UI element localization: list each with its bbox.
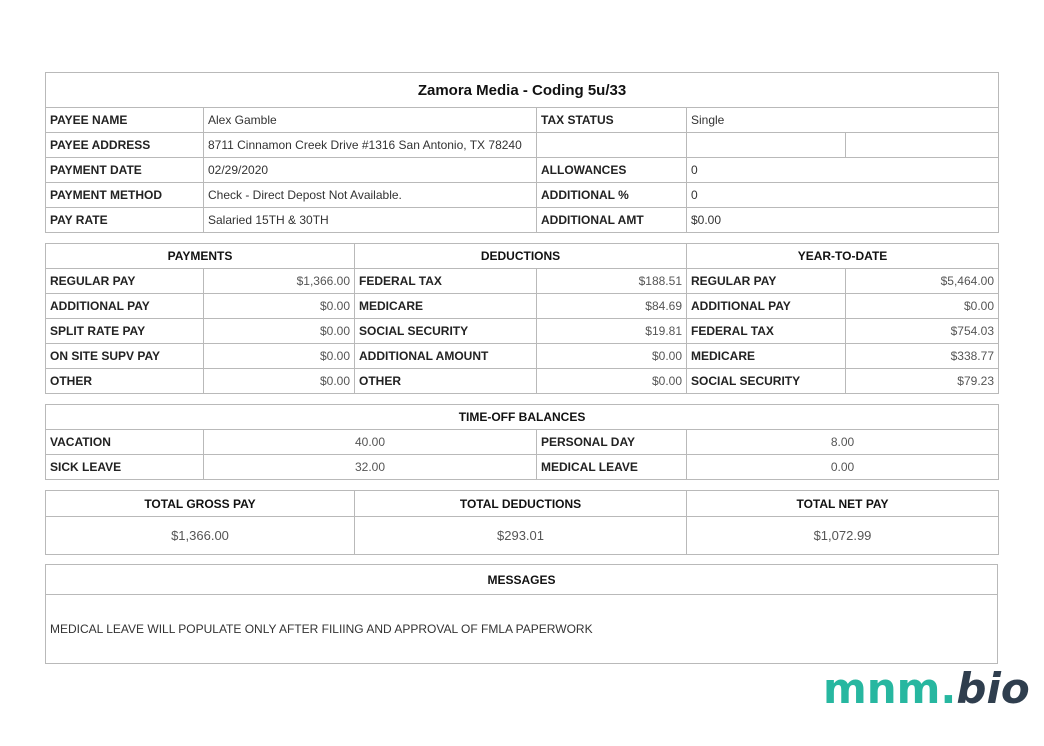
total-gross-label: TOTAL GROSS PAY xyxy=(46,491,355,517)
ytd-value: $338.77 xyxy=(846,344,999,369)
payee-name-label: PAYEE NAME xyxy=(46,108,204,133)
payment-method: Check - Direct Depost Not Available. xyxy=(204,183,537,208)
ytd-value: $79.23 xyxy=(846,369,999,394)
deduction-value: $188.51 xyxy=(537,269,687,294)
vacation-label: VACATION xyxy=(46,430,204,455)
deduction-label: MEDICARE xyxy=(355,294,537,319)
earnings-table xyxy=(45,243,999,394)
pay-rate-label: PAY RATE xyxy=(46,208,204,233)
payment-value: $0.00 xyxy=(204,369,355,394)
total-deductions-value: $293.01 xyxy=(355,517,687,555)
ytd-label: FEDERAL TAX xyxy=(687,319,846,344)
payment-value: $0.00 xyxy=(204,344,355,369)
payment-label: OTHER xyxy=(46,369,204,394)
additional-amt: $0.00 xyxy=(687,208,999,233)
ytd-value: $754.03 xyxy=(846,319,999,344)
total-net-value: $1,072.99 xyxy=(687,517,999,555)
deduction-value: $84.69 xyxy=(537,294,687,319)
brand-logo xyxy=(823,664,1030,713)
medical-leave-label: MEDICAL LEAVE xyxy=(537,455,687,480)
empty-cell xyxy=(687,133,846,158)
payment-method-label: PAYMENT METHOD xyxy=(46,183,204,208)
deduction-label: ADDITIONAL AMOUNT xyxy=(355,344,537,369)
ytd-label: REGULAR PAY xyxy=(687,269,846,294)
timeoff-table xyxy=(45,404,999,480)
total-deductions-label: TOTAL DEDUCTIONS xyxy=(355,491,687,517)
payment-value: $0.00 xyxy=(204,319,355,344)
empty-cell xyxy=(537,133,687,158)
payment-value: $1,366.00 xyxy=(204,269,355,294)
deduction-label: OTHER xyxy=(355,369,537,394)
tax-status-label: TAX STATUS xyxy=(537,108,687,133)
payment-value: $0.00 xyxy=(204,294,355,319)
deduction-value: $19.81 xyxy=(537,319,687,344)
deduction-label: FEDERAL TAX xyxy=(355,269,537,294)
payee-address: 8711 Cinnamon Creek Drive #1316 San Antonio, TX 78240 xyxy=(204,133,537,158)
payee-address-label: PAYEE ADDRESS xyxy=(46,133,204,158)
document-title: Zamora Media - Coding 5u/33 xyxy=(46,73,999,108)
sick-leave-value: 32.00 xyxy=(204,455,537,480)
additional-amt-label: ADDITIONAL AMT xyxy=(537,208,687,233)
empty-cell xyxy=(846,133,999,158)
ytd-header: YEAR-TO-DATE xyxy=(687,244,999,269)
total-gross-value: $1,366.00 xyxy=(46,517,355,555)
ytd-label: SOCIAL SECURITY xyxy=(687,369,846,394)
payment-label: ON SITE SUPV PAY xyxy=(46,344,204,369)
ytd-label: MEDICARE xyxy=(687,344,846,369)
table-row xyxy=(46,369,999,394)
payment-date-label: PAYMENT DATE xyxy=(46,158,204,183)
additional-pct-label: ADDITIONAL % xyxy=(537,183,687,208)
payee-info-table xyxy=(45,72,999,233)
ytd-value: $0.00 xyxy=(846,294,999,319)
messages-header: MESSAGES xyxy=(46,565,998,595)
vacation-value: 40.00 xyxy=(204,430,537,455)
additional-pct: 0 xyxy=(687,183,999,208)
table-row xyxy=(46,269,999,294)
allowances: 0 xyxy=(687,158,999,183)
table-row xyxy=(46,319,999,344)
deduction-value: $0.00 xyxy=(537,369,687,394)
tax-status: Single xyxy=(687,108,999,133)
deductions-header: DEDUCTIONS xyxy=(355,244,687,269)
personal-day-label: PERSONAL DAY xyxy=(537,430,687,455)
timeoff-header: TIME-OFF BALANCES xyxy=(46,405,999,430)
payment-label: ADDITIONAL PAY xyxy=(46,294,204,319)
ytd-value: $5,464.00 xyxy=(846,269,999,294)
brand-part2: bio xyxy=(956,664,1030,713)
payment-label: REGULAR PAY xyxy=(46,269,204,294)
deduction-value: $0.00 xyxy=(537,344,687,369)
allowances-label: ALLOWANCES xyxy=(537,158,687,183)
payment-label: SPLIT RATE PAY xyxy=(46,319,204,344)
pay-rate: Salaried 15TH & 30TH xyxy=(204,208,537,233)
ytd-label: ADDITIONAL PAY xyxy=(687,294,846,319)
messages-table xyxy=(45,564,998,664)
total-net-label: TOTAL NET PAY xyxy=(687,491,999,517)
message-text: MEDICAL LEAVE WILL POPULATE ONLY AFTER FILIING AND APPROVAL OF FMLA PAPERWORK xyxy=(46,595,998,664)
brand-part1: mnm. xyxy=(823,664,957,713)
sick-leave-label: SICK LEAVE xyxy=(46,455,204,480)
totals-table xyxy=(45,490,999,555)
table-row xyxy=(46,294,999,319)
personal-day-value: 8.00 xyxy=(687,430,999,455)
payee-name: Alex Gamble xyxy=(204,108,537,133)
payments-header: PAYMENTS xyxy=(46,244,355,269)
medical-leave-value: 0.00 xyxy=(687,455,999,480)
payment-date: 02/29/2020 xyxy=(204,158,537,183)
deduction-label: SOCIAL SECURITY xyxy=(355,319,537,344)
table-row xyxy=(46,344,999,369)
